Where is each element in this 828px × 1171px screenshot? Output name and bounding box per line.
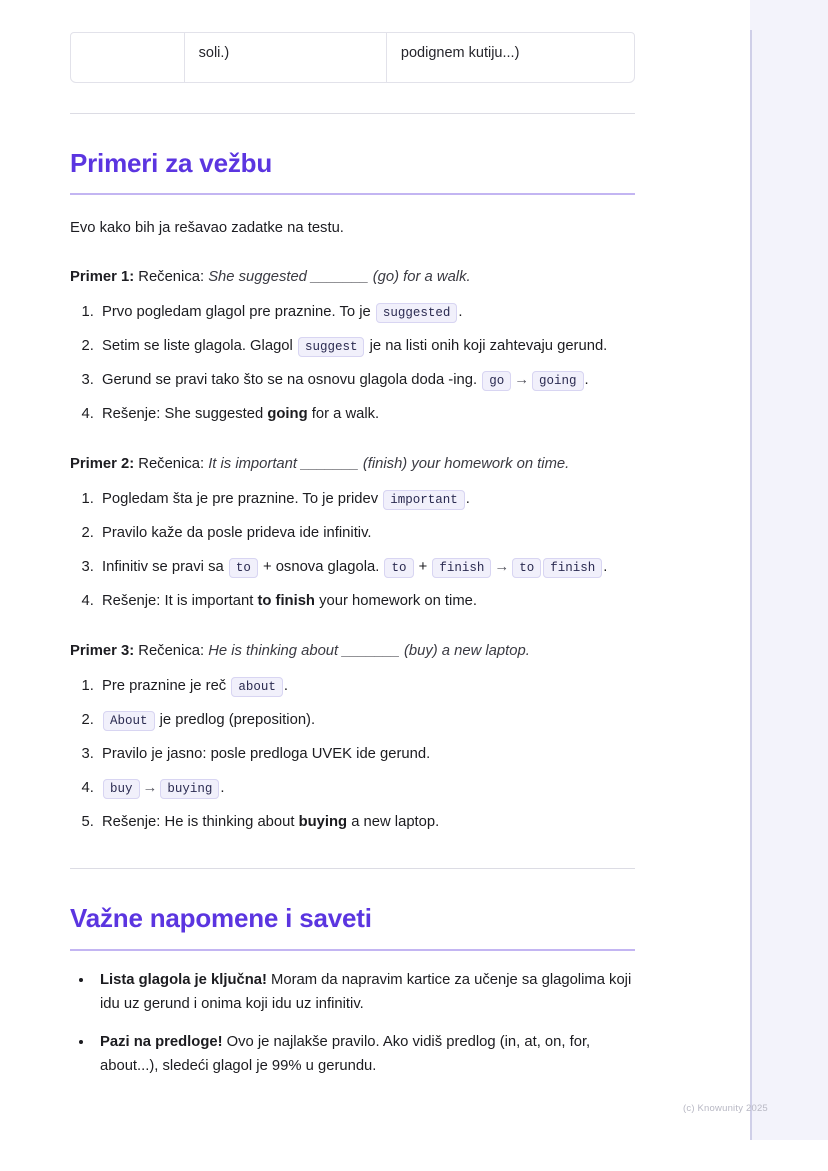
list-item: 1. Prvo pogledam glagol pre praznine. To je suggested . [98,301,635,325]
page-title: Primeri za vežbu [70,148,272,179]
code-token: finish [432,558,491,578]
table-remnant [70,32,635,83]
example-sentence: It is important _______ (finish) your homework on time. [208,455,570,472]
examples-container [70,266,635,834]
code-token: to [512,558,541,578]
title-underline [70,949,635,951]
page-title: Važne napomene i saveti [70,903,372,934]
list-item: 3. Infinitiv se pravi sa to + osnova glagola. to + finish → to finish . [98,556,635,580]
code-token: buy [103,779,140,799]
example-steps [70,488,635,614]
example-steps [70,675,635,835]
example-sentence: He is thinking about _______ (buy) a new laptop. [208,642,530,659]
page-side-strip [750,0,828,1140]
tip-title: Lista glagola je ključna! [100,971,267,988]
example-sentence: She suggested _______ (go) for a walk. [208,269,471,286]
code-token: About [103,711,155,731]
table-cell: soli.) [185,33,387,82]
tips-list [70,969,635,1079]
section-divider [70,113,635,114]
code-token: finish [543,558,602,578]
example-heading: Primer 2: Rečenica: It is important _______ (finish) your homework on time. [70,455,570,472]
list-item: 1. Pre praznine je reč about . [98,675,635,699]
list-item: 2. Pravilo kaže da posle prideva ide infinitiv. [98,522,635,546]
tip-title: Pazi na predloge! [100,1033,223,1050]
emphasis-text: to finish [257,592,315,609]
code-token: important [383,490,465,510]
list-item: 4. Rešenje: It is important to finish your homework on time. [98,590,635,614]
example-heading: Primer 3: Rečenica: He is thinking about _______ (buy) a new laptop. [70,642,530,659]
list-item: 1. Pogledam šta je pre praznine. To je pridev important . [98,488,635,512]
list-item: 4. Rešenje: She suggested going for a walk. [98,403,635,427]
arrow-icon: → [142,779,158,796]
title-underline [70,193,635,195]
code-token: going [532,371,584,391]
example-label: Primer 3: [70,642,135,659]
example-label: Primer 1: [70,269,135,286]
code-token: to [229,558,258,578]
table-cell: podignem kutiju...) [400,45,520,61]
list-item: 4. buy → buying . [98,777,635,801]
table-cell [71,33,185,82]
code-token: go [482,371,511,391]
code-token: buying [160,779,219,799]
emphasis-text: going [267,405,308,422]
section-divider [70,868,635,869]
arrow-icon: → [494,558,510,575]
list-item: 5. Rešenje: He is thinking about buying a new laptop. [98,811,635,835]
footer-credit: (c) Knowunity 2025 [683,1103,768,1114]
example-heading: Primer 1: Rečenica: She suggested _______ (go) for a walk. [70,269,471,286]
arrow-icon: → [514,371,530,388]
example-label: Primer 2: [70,455,135,472]
code-token: to [384,558,413,578]
list-item: 3. Gerund se pravi tako što se na osnovu glagola doda -ing. go → going . [98,369,635,393]
list-item: 2. Setim se liste glagola. Glagol suggest je na listi onih koji zahtevaju gerund. [98,335,635,359]
list-item: 3. Pravilo je jasno: posle predloga UVEK ide gerund. [98,743,635,767]
list-item: • Lista glagola je ključna! Moram da napravim kartice za učenje sa glagolima koji idu uz gerund i onima koji idu uz infinitiv. [94,969,635,1017]
code-token: about [231,677,283,697]
list-item: • Pazi na predloge! Ovo je najlakše pravilo. Ako vidiš predlog (in, at, on, for, about...), sledeći glagol je 99% u gerundu. [94,1031,635,1079]
section-intro: Evo kako bih ja rešavao zadatke na testu. [70,220,344,237]
document-content [70,0,635,1079]
code-token: suggested [376,303,458,323]
example-steps [70,301,635,427]
emphasis-text: buying [298,813,348,830]
page-side-rule [750,30,752,1140]
code-token: suggest [298,337,365,357]
list-item: 2. About je predlog (preposition). [98,709,635,733]
